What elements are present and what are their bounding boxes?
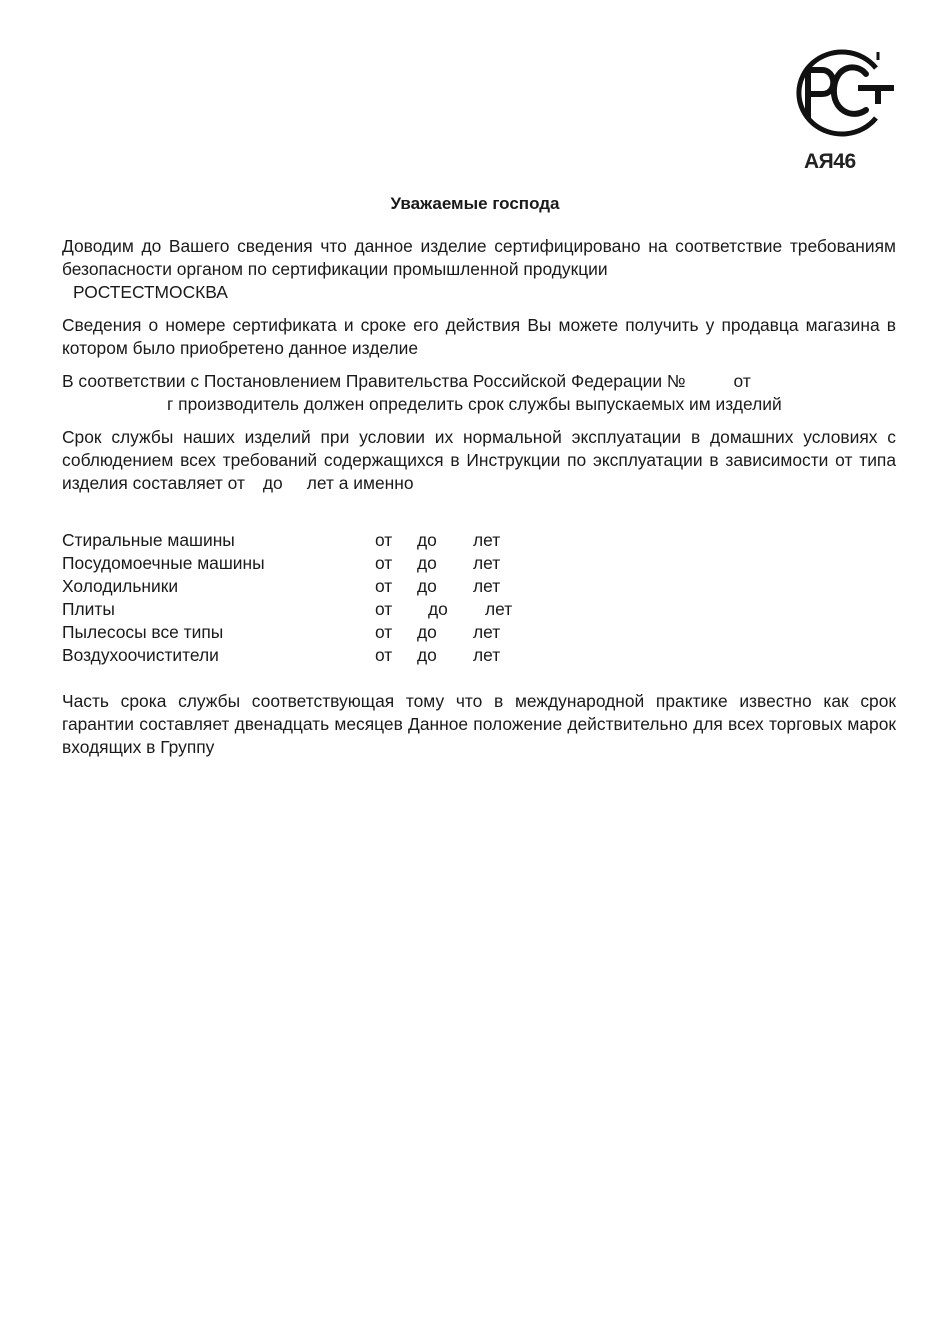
- product-from-label: от: [375, 622, 393, 642]
- paragraph-warranty: Часть срока службы соответствующая тому что в международной практике известно как срок гарантии составляет двенадцать месяцев Данное положение действительно для всех торговых марок входящих в Группу: [62, 691, 896, 757]
- product-from-label: от: [375, 530, 393, 550]
- list-item: [62, 552, 662, 575]
- product-to-label: до: [417, 553, 437, 573]
- product-from-label: от: [375, 645, 393, 665]
- product-to-label: до: [417, 576, 437, 596]
- list-item: [62, 644, 662, 667]
- product-years-label: лет: [473, 553, 501, 573]
- product-from-label: от: [375, 599, 393, 619]
- product-from-label: от: [375, 553, 393, 573]
- product-service-life-list: [62, 529, 662, 667]
- product-years-label: лет: [473, 576, 501, 596]
- product-years-label: лет: [473, 530, 501, 550]
- list-item: [62, 621, 662, 644]
- product-name: Плиты: [62, 599, 115, 619]
- resolution-line-2: г производитель должен определить срок службы выпускаемых им изделий: [167, 394, 782, 414]
- service-life-to-label: до: [262, 473, 283, 493]
- list-item: [62, 598, 662, 621]
- certification-code: АЯ46: [804, 150, 856, 173]
- list-item: [62, 575, 662, 598]
- product-name: Холодильники: [62, 576, 179, 596]
- certification-body-name: РОСТЕСТМОСКВА: [73, 282, 228, 302]
- product-to-label: до: [417, 530, 437, 550]
- product-years-label: лет: [485, 599, 513, 619]
- product-from-label: от: [375, 576, 393, 596]
- service-life-text: Срок службы наших изделий при условии их нормальной эксплуатации в домашних условиях с соблюдением всех требований содержащихся в Инструкции по эксплуатации в зависимости от типа изделия составляет от: [62, 427, 896, 493]
- product-to-label: до: [428, 599, 448, 619]
- product-name: Пылесосы все типы: [62, 622, 224, 642]
- product-to-label: до: [417, 645, 437, 665]
- product-to-label: до: [417, 622, 437, 642]
- resolution-from-label: от: [733, 371, 751, 391]
- product-name: Воздухоочистители: [62, 645, 219, 665]
- paragraph-certificate-info: Сведения о номере сертификата и сроке его действия Вы можете получить у продавца магазина в котором было приобретено данное изделие: [62, 315, 896, 358]
- rst-certification-mark-icon: [786, 48, 898, 138]
- paragraph-certification: [62, 235, 896, 304]
- paragraph-certification-text: Доводим до Вашего сведения что данное изделие сертифицировано на соответствие требованиям безопасности органом по сертификации промышленной продукции: [62, 236, 896, 279]
- list-item: [62, 529, 662, 552]
- letter-title: Уважаемые господа: [390, 194, 560, 213]
- product-years-label: лет: [473, 645, 501, 665]
- product-name: Посудомоечные машины: [62, 553, 265, 573]
- paragraph-resolution: [62, 370, 896, 416]
- service-life-years-label: лет а именно: [306, 473, 414, 493]
- product-name: Стиральные машины: [62, 530, 235, 550]
- product-years-label: лет: [473, 622, 501, 642]
- resolution-text: В соответствии с Постановлением Правительства Российской Федерации №: [62, 371, 686, 391]
- paragraph-service-life: [62, 426, 896, 495]
